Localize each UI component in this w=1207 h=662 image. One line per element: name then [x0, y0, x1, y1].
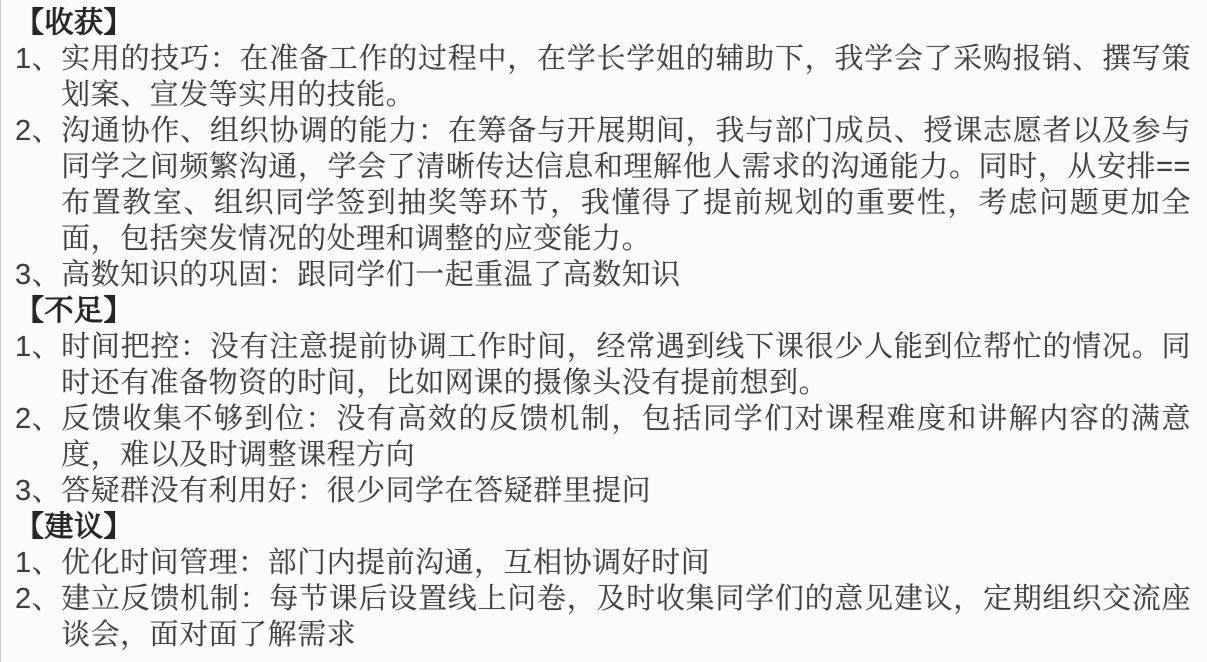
list-item — [7, 113, 1191, 257]
item-text: 实用的技巧：在准备工作的过程中，在学长学姐的辅助下，我学会了采购报销、撰写策划案、宣发等实用的技能。 — [61, 43, 1191, 111]
item-number: 2、 — [15, 115, 62, 147]
list-item — [7, 41, 1191, 113]
section-header-shortcomings: 【不足】 — [15, 295, 134, 327]
item-text: 建立反馈机制：每节课后设置线上问卷，及时收集同学们的意见建议，定期组织交流座谈会，面对面了解需求 — [61, 583, 1191, 651]
list-item — [7, 401, 1191, 473]
item-text: 答疑群没有利用好：很少同学在答疑群里提问 — [61, 475, 652, 507]
item-text: 高数知识的巩固：跟同学们一起重温了高数知识 — [61, 259, 681, 291]
item-number: 3、 — [15, 475, 62, 507]
item-text: 时间把控：没有注意提前协调工作时间，经常遇到线下课很少人能到位帮忙的情况。同时还有准备物资的时间，比如网课的摄像头没有提前想到。 — [61, 331, 1191, 399]
item-number: 1、 — [15, 331, 62, 363]
item-text: 沟通协作、组织协调的能力：在筹备与开展期间，我与部门成员、授课志愿者以及参与同学之间频繁沟通，学会了清晰传达信息和理解他人需求的沟通能力。同时，从安排==布置教室、组织同学签到抽奖等环节，我懂得了提前规划的重要性，考虑问题更加全面，包括突发情况的处理和调整的应变能力。 — [61, 115, 1191, 255]
section-header-gains: 【收获】 — [15, 7, 134, 39]
item-number: 3、 — [15, 259, 62, 291]
item-number: 2、 — [15, 583, 62, 615]
list-item — [7, 473, 1191, 509]
item-number: 1、 — [15, 43, 62, 75]
item-text: 优化时间管理：部门内提前沟通，互相协调好时间 — [61, 547, 711, 579]
list-item — [7, 545, 1191, 581]
list-item — [7, 329, 1191, 401]
item-text: 反馈收集不够到位：没有高效的反馈机制，包括同学们对课程难度和讲解内容的满意度，难以及时调整课程方向 — [61, 403, 1191, 471]
list-item — [7, 581, 1191, 653]
list-item — [7, 257, 1191, 293]
item-number: 2、 — [15, 403, 62, 435]
item-number: 1、 — [15, 547, 62, 579]
section-header-suggestions: 【建议】 — [15, 511, 134, 543]
